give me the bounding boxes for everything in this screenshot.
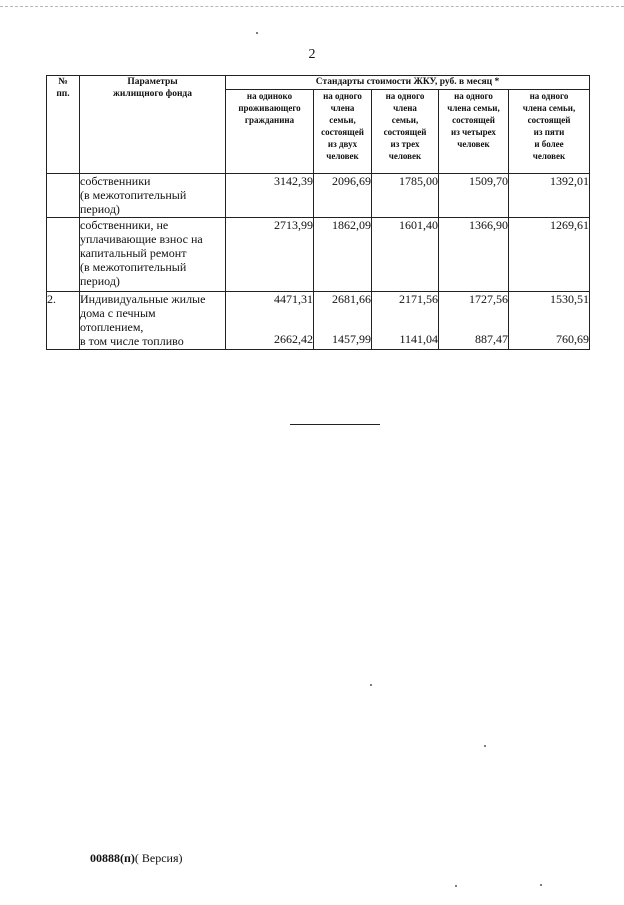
value-three: 1785,00 bbox=[372, 174, 439, 218]
document-version: ( Версия) bbox=[134, 851, 183, 865]
header-standards-cell bbox=[226, 76, 590, 90]
subheader-text: состоящей bbox=[452, 115, 495, 125]
header-parameters-line2: жилищного фонда bbox=[113, 89, 192, 99]
scan-edge-artifact bbox=[0, 6, 624, 9]
value-fuel: 2662,42 bbox=[274, 332, 313, 346]
value-single bbox=[226, 292, 314, 350]
subheader-text: семьи, bbox=[329, 115, 356, 125]
row-parameter-line: Индивидуальные жилые bbox=[80, 292, 206, 306]
scan-speck bbox=[455, 885, 457, 887]
subheader-text: члена семьи, bbox=[447, 103, 500, 113]
table-row bbox=[47, 174, 590, 218]
scan-speck bbox=[256, 32, 258, 34]
table-header-row bbox=[47, 76, 590, 90]
value-single: 2713,99 bbox=[226, 218, 314, 292]
subheader-text: члена семьи, bbox=[522, 103, 576, 113]
value-fuel: 1141,04 bbox=[399, 332, 438, 346]
row-parameter-line: дома с печным bbox=[80, 306, 156, 320]
value-five-plus: 1392,01 bbox=[509, 174, 590, 218]
subheader-text: гражданина bbox=[244, 115, 295, 125]
value-total: 4471,31 bbox=[274, 292, 313, 306]
value-fuel: 1457,99 bbox=[332, 332, 371, 346]
row-parameter-line: уплачивающие взнос на bbox=[80, 232, 203, 246]
value-total: 1727,56 bbox=[469, 292, 508, 306]
subheader-text: на одиноко bbox=[246, 91, 293, 101]
separator-rule bbox=[290, 424, 380, 425]
subheader-text: состоящей bbox=[383, 127, 427, 137]
header-parameters-cell bbox=[80, 76, 226, 174]
row-parameter-line: собственники bbox=[80, 174, 151, 188]
value-single: 3142,39 bbox=[226, 174, 314, 218]
row-parameter-line: период) bbox=[80, 202, 120, 216]
row-parameter bbox=[80, 218, 226, 292]
subheader-text: на одного bbox=[529, 91, 569, 101]
row-number: 2. bbox=[47, 292, 80, 350]
subheader-text: на одного bbox=[454, 91, 493, 101]
row-parameter-line: отоплением, bbox=[80, 320, 144, 334]
subheader-single-person bbox=[226, 90, 314, 174]
subheader-text: из двух bbox=[327, 139, 358, 149]
scan-speck bbox=[370, 684, 372, 686]
value-four bbox=[439, 292, 509, 350]
subheader-family-of-five-plus bbox=[509, 90, 590, 174]
value-four: 1366,90 bbox=[439, 218, 509, 292]
table-row bbox=[47, 292, 590, 350]
row-parameter-line: в том числе топливо bbox=[80, 334, 184, 348]
row-parameter-line: (в межотопительный bbox=[80, 188, 187, 202]
subheader-family-of-three bbox=[372, 90, 439, 174]
value-three: 1601,40 bbox=[372, 218, 439, 292]
value-two: 1862,09 bbox=[314, 218, 372, 292]
table-row bbox=[47, 218, 590, 292]
row-number bbox=[47, 218, 80, 292]
scan-speck bbox=[540, 884, 542, 886]
subheader-text: на одного bbox=[385, 91, 425, 101]
row-parameter-line: капитальный ремонт bbox=[80, 246, 187, 260]
scan-speck bbox=[484, 745, 486, 747]
value-two: 2096,69 bbox=[314, 174, 372, 218]
subheader-text: состоящей bbox=[321, 127, 364, 137]
header-parameters-line1: Параметры bbox=[127, 77, 178, 87]
row-parameter-line: период) bbox=[80, 274, 120, 288]
document-code bbox=[90, 851, 183, 866]
header-standards-label: Стандарты стоимости ЖКУ, руб. в месяц * bbox=[315, 77, 500, 87]
subheader-text: из трех bbox=[390, 139, 420, 149]
subheader-text: состоящей bbox=[527, 115, 571, 125]
subheader-text: из пяти bbox=[533, 127, 565, 137]
subheader-text: на одного bbox=[323, 91, 362, 101]
value-three bbox=[372, 292, 439, 350]
subheader-family-of-four bbox=[439, 90, 509, 174]
value-total: 2681,66 bbox=[332, 292, 371, 306]
header-number-abbrev: пп. bbox=[56, 89, 70, 99]
subheader-text: члена bbox=[393, 103, 417, 113]
document-code-number: 00888(п) bbox=[90, 851, 135, 865]
value-fuel: 887,47 bbox=[475, 332, 508, 346]
value-five-plus: 1269,61 bbox=[509, 218, 590, 292]
subheader-text: человек bbox=[532, 151, 566, 161]
value-fuel: 760,69 bbox=[556, 332, 590, 346]
cost-standards-table bbox=[46, 75, 590, 350]
subheader-text: из четырех bbox=[451, 127, 496, 137]
value-total: 2171,56 bbox=[399, 292, 438, 306]
subheader-text: семьи, bbox=[391, 115, 419, 125]
page-number: 2 bbox=[308, 47, 316, 62]
row-parameter-line: (в межотопительный bbox=[80, 260, 187, 274]
header-number-cell bbox=[47, 76, 80, 174]
subheader-text: человек bbox=[457, 139, 490, 149]
row-parameter-line: собственники, не bbox=[80, 218, 169, 232]
subheader-family-of-two bbox=[314, 90, 372, 174]
subheader-text: члена bbox=[330, 103, 355, 113]
subheader-text: человек bbox=[388, 151, 422, 161]
row-parameter bbox=[80, 174, 226, 218]
subheader-text: человек bbox=[326, 151, 359, 161]
value-four: 1509,70 bbox=[439, 174, 509, 218]
row-parameter bbox=[80, 292, 226, 350]
row-number bbox=[47, 174, 80, 218]
subheader-text: проживающего bbox=[238, 103, 301, 113]
subheader-text: и более bbox=[534, 139, 564, 149]
header-number-symbol: № bbox=[58, 77, 68, 87]
value-total: 1530,51 bbox=[550, 292, 590, 306]
value-five-plus bbox=[509, 292, 590, 350]
value-two bbox=[314, 292, 372, 350]
